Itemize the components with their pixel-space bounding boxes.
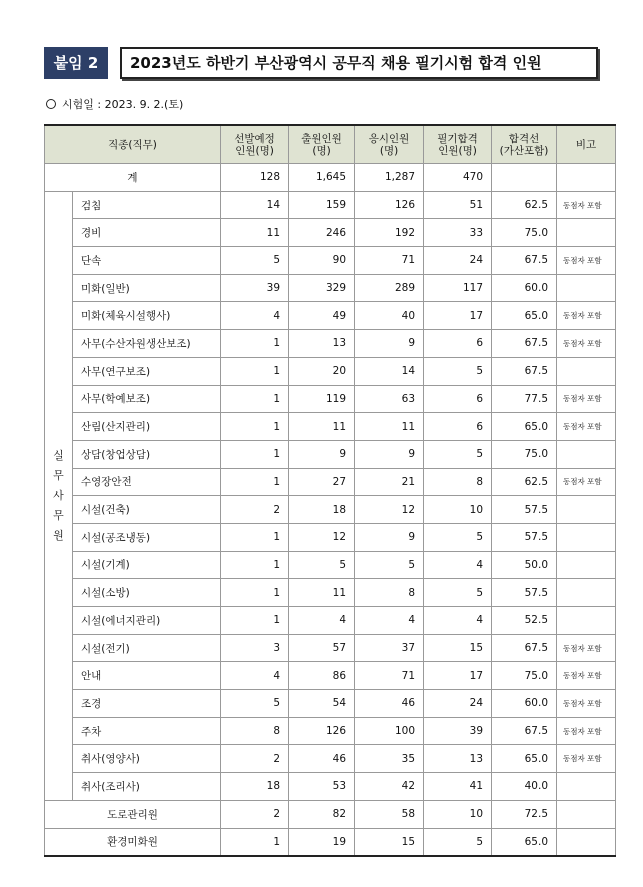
note-cell: 동점자 포함 <box>557 247 616 275</box>
planned-cell: 11 <box>221 219 289 247</box>
cutoff-cell: 67.5 <box>492 330 557 358</box>
results-table <box>44 124 616 857</box>
title-area <box>44 47 598 79</box>
table-header-row <box>45 125 616 164</box>
passed-cell: 17 <box>424 302 492 330</box>
job-name: 사무(연구보조) <box>73 357 221 385</box>
total-passed: 470 <box>424 164 492 192</box>
job-name: 사무(수산자원생산보조) <box>73 330 221 358</box>
planned-cell: 1 <box>221 440 289 468</box>
table-row <box>45 745 616 773</box>
applicants-cell: 12 <box>289 523 355 551</box>
cutoff-cell: 57.5 <box>492 579 557 607</box>
note-cell <box>557 773 616 801</box>
cutoff-cell: 60.0 <box>492 274 557 302</box>
examinees-cell: 21 <box>355 468 424 496</box>
note-cell <box>557 357 616 385</box>
note-cell <box>557 496 616 524</box>
table-row <box>45 662 616 690</box>
planned-cell: 1 <box>221 551 289 579</box>
job-name: 환경미화원 <box>45 828 221 856</box>
planned-cell: 1 <box>221 413 289 441</box>
planned-cell: 2 <box>221 800 289 828</box>
examinees-cell: 71 <box>355 662 424 690</box>
cutoff-cell: 72.5 <box>492 800 557 828</box>
passed-cell: 33 <box>424 219 492 247</box>
planned-cell: 4 <box>221 662 289 690</box>
examinees-cell: 100 <box>355 717 424 745</box>
examinees-cell: 40 <box>355 302 424 330</box>
applicants-cell: 11 <box>289 413 355 441</box>
applicants-cell: 119 <box>289 385 355 413</box>
table-row <box>45 468 616 496</box>
passed-cell: 8 <box>424 468 492 496</box>
planned-cell: 1 <box>221 607 289 635</box>
table-row <box>45 219 616 247</box>
applicants-cell: 46 <box>289 745 355 773</box>
table-row <box>45 690 616 718</box>
table-row <box>45 385 616 413</box>
planned-cell: 1 <box>221 579 289 607</box>
note-cell: 동점자 포함 <box>557 468 616 496</box>
table-row <box>45 357 616 385</box>
examinees-cell: 63 <box>355 385 424 413</box>
job-name: 사무(학예보조) <box>73 385 221 413</box>
cutoff-cell: 67.5 <box>492 717 557 745</box>
cutoff-cell: 50.0 <box>492 551 557 579</box>
passed-cell: 10 <box>424 800 492 828</box>
total-planned: 128 <box>221 164 289 192</box>
total-label: 계 <box>45 164 221 192</box>
note-cell: 동점자 포함 <box>557 634 616 662</box>
cutoff-cell: 65.0 <box>492 413 557 441</box>
applicants-cell: 49 <box>289 302 355 330</box>
planned-cell: 1 <box>221 357 289 385</box>
note-cell <box>557 800 616 828</box>
circle-bullet-icon <box>46 99 56 109</box>
cutoff-cell: 57.5 <box>492 523 557 551</box>
note-cell <box>557 551 616 579</box>
job-name: 시설(전기) <box>73 634 221 662</box>
examinees-cell: 126 <box>355 191 424 219</box>
examinees-cell: 8 <box>355 579 424 607</box>
planned-cell: 8 <box>221 717 289 745</box>
cutoff-cell: 62.5 <box>492 191 557 219</box>
applicants-cell: 159 <box>289 191 355 219</box>
planned-cell: 5 <box>221 690 289 718</box>
total-applicants: 1,645 <box>289 164 355 192</box>
note-cell: 동점자 포함 <box>557 330 616 358</box>
planned-cell: 1 <box>221 828 289 856</box>
col-header-note: 비고 <box>557 125 616 164</box>
col-header-passed: 필기합격 인원(명) <box>424 125 492 164</box>
note-cell: 동점자 포함 <box>557 662 616 690</box>
applicants-cell: 54 <box>289 690 355 718</box>
job-name: 산림(산지관리) <box>73 413 221 441</box>
job-name: 주차 <box>73 717 221 745</box>
applicants-cell: 82 <box>289 800 355 828</box>
job-name: 시설(에너지관리) <box>73 607 221 635</box>
job-name: 도로관리원 <box>45 800 221 828</box>
examinees-cell: 192 <box>355 219 424 247</box>
passed-cell: 5 <box>424 357 492 385</box>
group-label: 실 무 사 무 원 <box>45 191 73 800</box>
applicants-cell: 18 <box>289 496 355 524</box>
planned-cell: 1 <box>221 468 289 496</box>
examinees-cell: 71 <box>355 247 424 275</box>
passed-cell: 39 <box>424 717 492 745</box>
planned-cell: 39 <box>221 274 289 302</box>
examinees-cell: 35 <box>355 745 424 773</box>
passed-cell: 5 <box>424 579 492 607</box>
job-name: 단속 <box>73 247 221 275</box>
planned-cell: 5 <box>221 247 289 275</box>
cutoff-cell: 52.5 <box>492 607 557 635</box>
table-row <box>45 828 616 856</box>
note-cell: 동점자 포함 <box>557 302 616 330</box>
note-cell: 동점자 포함 <box>557 191 616 219</box>
table-row <box>45 551 616 579</box>
total-examinees: 1,287 <box>355 164 424 192</box>
col-header-examinees: 응시인원 (명) <box>355 125 424 164</box>
passed-cell: 5 <box>424 828 492 856</box>
attachment-badge: 붙임 2 <box>44 47 108 79</box>
table-row <box>45 413 616 441</box>
passed-cell: 5 <box>424 523 492 551</box>
applicants-cell: 246 <box>289 219 355 247</box>
table-row <box>45 579 616 607</box>
planned-cell: 1 <box>221 330 289 358</box>
job-name: 미화(일반) <box>73 274 221 302</box>
job-name: 취사(영양사) <box>73 745 221 773</box>
examinees-cell: 12 <box>355 496 424 524</box>
cutoff-cell: 75.0 <box>492 440 557 468</box>
table-row <box>45 607 616 635</box>
job-name: 미화(체육시설행사) <box>73 302 221 330</box>
passed-cell: 24 <box>424 690 492 718</box>
page-title: 2023년도 하반기 부산광역시 공무직 채용 필기시험 합격 인원 <box>120 47 598 79</box>
passed-cell: 13 <box>424 745 492 773</box>
planned-cell: 14 <box>221 191 289 219</box>
table-row <box>45 496 616 524</box>
job-name: 상담(창업상담) <box>73 440 221 468</box>
cutoff-cell: 40.0 <box>492 773 557 801</box>
col-header-job: 직종(직무) <box>45 125 221 164</box>
examinees-cell: 42 <box>355 773 424 801</box>
exam-date: 시험일 : 2023. 9. 2.(토) <box>62 98 184 111</box>
total-note <box>557 164 616 192</box>
cutoff-cell: 65.0 <box>492 302 557 330</box>
cutoff-cell: 67.5 <box>492 247 557 275</box>
applicants-cell: 9 <box>289 440 355 468</box>
note-cell: 동점자 포함 <box>557 413 616 441</box>
passed-cell: 4 <box>424 607 492 635</box>
examinees-cell: 9 <box>355 523 424 551</box>
job-name: 조경 <box>73 690 221 718</box>
table-row <box>45 717 616 745</box>
job-name: 시설(소방) <box>73 579 221 607</box>
note-cell <box>557 607 616 635</box>
cutoff-cell: 65.0 <box>492 745 557 773</box>
note-cell <box>557 579 616 607</box>
applicants-cell: 5 <box>289 551 355 579</box>
job-name: 시설(기계) <box>73 551 221 579</box>
passed-cell: 51 <box>424 191 492 219</box>
cutoff-cell: 75.0 <box>492 219 557 247</box>
planned-cell: 1 <box>221 385 289 413</box>
col-header-planned: 선발예정 인원(명) <box>221 125 289 164</box>
examinees-cell: 15 <box>355 828 424 856</box>
examinees-cell: 289 <box>355 274 424 302</box>
note-cell <box>557 440 616 468</box>
job-name: 시설(건축) <box>73 496 221 524</box>
passed-cell: 6 <box>424 413 492 441</box>
applicants-cell: 86 <box>289 662 355 690</box>
planned-cell: 1 <box>221 523 289 551</box>
applicants-cell: 57 <box>289 634 355 662</box>
job-name: 취사(조리사) <box>73 773 221 801</box>
examinees-cell: 46 <box>355 690 424 718</box>
job-name: 수영장안전 <box>73 468 221 496</box>
passed-cell: 4 <box>424 551 492 579</box>
examinees-cell: 11 <box>355 413 424 441</box>
note-cell <box>557 523 616 551</box>
total-row <box>45 164 616 192</box>
examinees-cell: 9 <box>355 330 424 358</box>
cutoff-cell: 57.5 <box>492 496 557 524</box>
total-cutoff <box>492 164 557 192</box>
job-name: 검침 <box>73 191 221 219</box>
examinees-cell: 9 <box>355 440 424 468</box>
note-cell: 동점자 포함 <box>557 690 616 718</box>
table-row <box>45 440 616 468</box>
note-cell: 동점자 포함 <box>557 717 616 745</box>
col-header-cutoff: 합격선 (가산포함) <box>492 125 557 164</box>
cutoff-cell: 77.5 <box>492 385 557 413</box>
passed-cell: 10 <box>424 496 492 524</box>
cutoff-cell: 67.5 <box>492 357 557 385</box>
note-cell <box>557 274 616 302</box>
note-cell: 동점자 포함 <box>557 745 616 773</box>
job-name: 시설(공조냉동) <box>73 523 221 551</box>
cutoff-cell: 75.0 <box>492 662 557 690</box>
planned-cell: 2 <box>221 496 289 524</box>
applicants-cell: 13 <box>289 330 355 358</box>
passed-cell: 24 <box>424 247 492 275</box>
col-header-applicants: 출원인원 (명) <box>289 125 355 164</box>
passed-cell: 6 <box>424 385 492 413</box>
passed-cell: 5 <box>424 440 492 468</box>
examinees-cell: 14 <box>355 357 424 385</box>
job-name: 경비 <box>73 219 221 247</box>
passed-cell: 117 <box>424 274 492 302</box>
table-row <box>45 247 616 275</box>
cutoff-cell: 67.5 <box>492 634 557 662</box>
applicants-cell: 329 <box>289 274 355 302</box>
applicants-cell: 4 <box>289 607 355 635</box>
cutoff-cell: 62.5 <box>492 468 557 496</box>
note-cell <box>557 219 616 247</box>
planned-cell: 3 <box>221 634 289 662</box>
applicants-cell: 20 <box>289 357 355 385</box>
note-cell <box>557 828 616 856</box>
cutoff-cell: 65.0 <box>492 828 557 856</box>
table-row <box>45 330 616 358</box>
exam-date-line <box>46 96 183 112</box>
planned-cell: 18 <box>221 773 289 801</box>
planned-cell: 4 <box>221 302 289 330</box>
examinees-cell: 58 <box>355 800 424 828</box>
table-row <box>45 191 616 219</box>
table-row <box>45 274 616 302</box>
examinees-cell: 5 <box>355 551 424 579</box>
examinees-cell: 4 <box>355 607 424 635</box>
applicants-cell: 53 <box>289 773 355 801</box>
table-row <box>45 523 616 551</box>
applicants-cell: 19 <box>289 828 355 856</box>
applicants-cell: 126 <box>289 717 355 745</box>
passed-cell: 41 <box>424 773 492 801</box>
passed-cell: 17 <box>424 662 492 690</box>
cutoff-cell: 60.0 <box>492 690 557 718</box>
job-name: 안내 <box>73 662 221 690</box>
table-row <box>45 800 616 828</box>
note-cell: 동점자 포함 <box>557 385 616 413</box>
applicants-cell: 11 <box>289 579 355 607</box>
table-row <box>45 634 616 662</box>
planned-cell: 2 <box>221 745 289 773</box>
passed-cell: 6 <box>424 330 492 358</box>
applicants-cell: 90 <box>289 247 355 275</box>
applicants-cell: 27 <box>289 468 355 496</box>
examinees-cell: 37 <box>355 634 424 662</box>
table-row <box>45 773 616 801</box>
passed-cell: 15 <box>424 634 492 662</box>
table-row <box>45 302 616 330</box>
